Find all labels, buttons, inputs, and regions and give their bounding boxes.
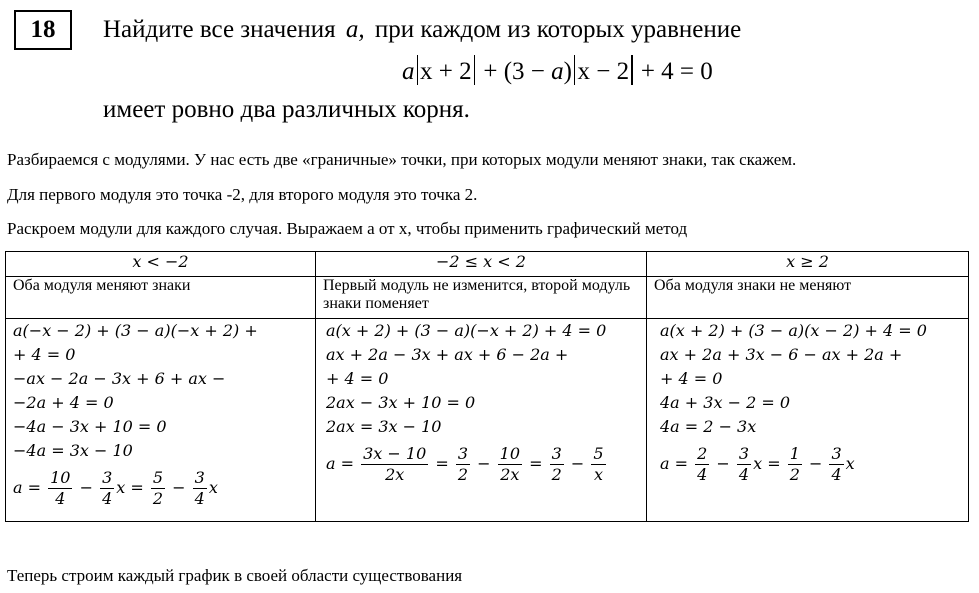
numerator: 3x − 10 [363,444,427,463]
numerator: 10 [50,468,71,487]
abs-bar [574,55,576,85]
paragraph-1: Разбираемся с модулями. У нас есть две «граничные» точки, при которых модули меняют знаки, так скажем. [7,150,797,169]
numerator: 3 [738,444,750,463]
work-line: a(x + 2) + (3 − a)(x − 2) + 4 = 0 [660,321,927,340]
work-line: ax + 2a − 3x + ax + 6 − 2a + [326,345,569,364]
eq-abs2-inner: x − 2 [577,58,630,85]
abs-bar [417,55,419,85]
work-case-2 [316,319,647,522]
operator: x [208,478,218,497]
fraction [151,468,165,509]
work-line: 4a = 2 − 3x [660,417,757,436]
operator: − [570,454,585,473]
header-case-3: x ≥ 2 [647,252,969,277]
header-case-1: x < −2 [6,252,316,277]
numerator: 3 [194,468,205,487]
fraction [550,444,564,485]
fraction [788,444,802,485]
work-final-formula [13,463,308,513]
problem-statement [103,16,741,44]
work-line: a(x + 2) + (3 − a)(−x + 2) + 4 = 0 [326,321,607,340]
final-lhs: a = [326,454,355,473]
work-case-3 [647,319,969,522]
numerator: 5 [593,444,604,463]
fraction [737,444,751,485]
operator: − [808,454,823,473]
work-line: + 4 = 0 [13,345,76,364]
numerator: 3 [831,444,842,463]
operator: − [79,478,93,497]
denominator: 4 [831,465,842,484]
problem-condition: имеет ровно два различных корня. [103,96,470,123]
work-final-formula [660,439,961,489]
table-work-row [6,319,969,522]
statement-variable: a, [345,16,365,43]
denominator: 4 [697,465,708,484]
problem-number: 18 [14,10,72,50]
work-line: 4a + 3x − 2 = 0 [660,393,791,412]
fraction [48,468,72,509]
fraction [193,468,207,509]
final-lhs: a = [660,454,689,473]
work-case-1 [6,319,316,522]
operator: x = [753,454,781,473]
denominator: 4 [194,489,205,508]
eq-close-paren: ) [563,58,572,85]
fraction [100,468,114,509]
work-line: 2ax − 3x + 10 = 0 [326,393,476,412]
table-header-row [6,252,969,277]
eq-coef-a: a [402,58,415,85]
description-case-1: Оба модуля меняют знаки [6,277,316,319]
header-case-2: −2 ≤ x < 2 [316,252,647,277]
paragraph-3: Раскроем модули для каждого случая. Выражаем a от x, чтобы применить графический метод [7,219,688,238]
numerator: 5 [152,468,164,487]
denominator: 4 [738,465,750,484]
statement-text-before: Найдите все значения [103,16,336,43]
eq-coef-a2: a [551,58,564,85]
fraction [361,444,428,485]
footer-text: Теперь строим каждый график в своей области существования [7,566,463,585]
work-line: + 4 = 0 [326,369,389,388]
description-case-2: Первый модуль не изменится, второй модуль знаки поменяет [316,277,647,319]
operator: x [845,454,855,473]
eq-mid: + (3 − [483,58,552,85]
final-lhs: a = [13,478,42,497]
work-final-formula [326,439,639,489]
numerator: 2 [697,444,708,463]
problem-equation [402,55,713,86]
denominator: x [593,465,603,484]
numerator: 10 [499,444,520,463]
denominator: 4 [102,489,113,508]
table-description-row [6,277,969,319]
operator: = [435,454,449,473]
numerator: 3 [102,468,113,487]
work-line: −ax − 2a − 3x + 6 + ax − [13,369,226,388]
work-line: −4a = 3x − 10 [13,441,133,460]
denominator: 2x [500,465,520,484]
fraction [695,444,709,485]
description-case-3: Оба модуля знаки не меняют [647,277,969,319]
denominator: 2x [385,465,405,484]
denominator: 2 [551,465,562,484]
work-line: −4a − 3x + 10 = 0 [13,417,167,436]
denominator: 2 [457,465,469,484]
solution-table [5,251,969,522]
paragraph-2: Для первого модуля это точка -2, для второго модуля это точка 2. [7,185,478,204]
operator: = [529,454,543,473]
fraction [591,444,605,485]
denominator: 2 [152,489,164,508]
fraction [498,444,522,485]
fraction [456,444,470,485]
work-line: 2ax = 3x − 10 [326,417,442,436]
abs-bar [631,55,633,85]
numerator: 1 [789,444,800,463]
eq-abs1-inner: x + 2 [420,58,472,85]
operator: − [716,454,730,473]
work-line: + 4 = 0 [660,369,723,388]
operator: − [172,478,186,497]
fraction [829,444,843,485]
numerator: 3 [551,444,562,463]
work-line: a(−x − 2) + (3 − a)(−x + 2) + [13,321,258,340]
operator: x = [116,478,144,497]
work-line: −2a + 4 = 0 [13,393,114,412]
eq-end: + 4 = 0 [640,58,713,85]
denominator: 4 [55,489,66,508]
denominator: 2 [789,465,800,484]
numerator: 3 [457,444,469,463]
abs-bar [474,55,476,85]
operator: − [477,454,491,473]
work-line: ax + 2a + 3x − 6 − ax + 2a + [660,345,903,364]
statement-text-after: при каждом из которых уравнение [374,16,742,43]
